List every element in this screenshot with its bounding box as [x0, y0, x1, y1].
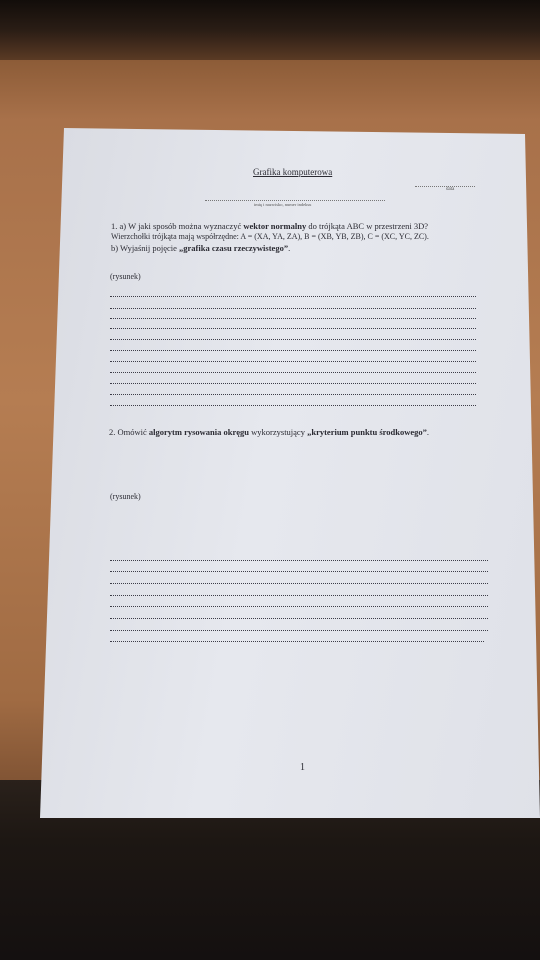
drawing-label-2: (rysunek)	[110, 492, 141, 501]
answer-line	[110, 641, 484, 642]
q2-text-b: wykorzystujący	[251, 427, 305, 437]
q2-bold-a: algorytm rysowania okręgu	[148, 427, 250, 437]
desk-back-edge	[0, 0, 540, 60]
q1-text-b: do trójkąta ABC w przestrzeni 3D?	[308, 221, 429, 231]
q1-bold-b: „grafika czasu rzeczywistego”	[179, 243, 289, 253]
answer-line	[110, 318, 476, 319]
answer-line	[110, 606, 488, 607]
answer-line	[110, 361, 476, 362]
question-2	[109, 427, 429, 437]
answer-line	[110, 595, 488, 596]
name-line	[205, 200, 385, 201]
answer-line	[110, 560, 488, 561]
q1-text-d: .	[288, 243, 291, 253]
answer-line	[110, 394, 476, 395]
page-number: 1	[300, 762, 305, 773]
q1-text-a: 1. a) W jaki sposób można wyznaczyć	[111, 221, 242, 231]
name-label: imię i nazwisko, numer indeksu	[254, 202, 312, 207]
question-1-line-1	[111, 221, 428, 231]
drawing-label-1: (rysunek)	[110, 272, 141, 281]
answer-line	[110, 339, 476, 340]
page-title: Grafika komputerowa	[253, 167, 333, 177]
answer-line	[110, 583, 488, 584]
date-label: data	[446, 187, 455, 192]
answer-line	[110, 296, 476, 297]
q2-bold-b: „kryterium punktu środkowego”	[307, 427, 427, 437]
answer-line	[110, 328, 476, 329]
answer-line	[110, 383, 476, 384]
q2-text-c: .	[426, 427, 430, 437]
answer-line	[110, 405, 476, 406]
answer-line	[110, 618, 488, 619]
q1-bold-a: wektor normalny	[243, 221, 307, 231]
question-1-line-2: Wierzchołki trójkąta mają współrzędne: A = (XA, YA, ZA), B = (XB, YB, ZB), C = (XC, YC, ZC).	[111, 232, 429, 241]
answer-line	[110, 571, 488, 572]
answer-line	[110, 372, 476, 373]
answer-line	[110, 308, 476, 309]
q2-text-a: 2. Omówić	[109, 427, 147, 437]
q1-text-c: b) Wyjaśnij pojęcie	[111, 243, 177, 253]
answer-line	[110, 630, 488, 631]
date-line	[415, 186, 475, 187]
question-1-line-3	[111, 243, 290, 253]
answer-line	[110, 350, 476, 351]
